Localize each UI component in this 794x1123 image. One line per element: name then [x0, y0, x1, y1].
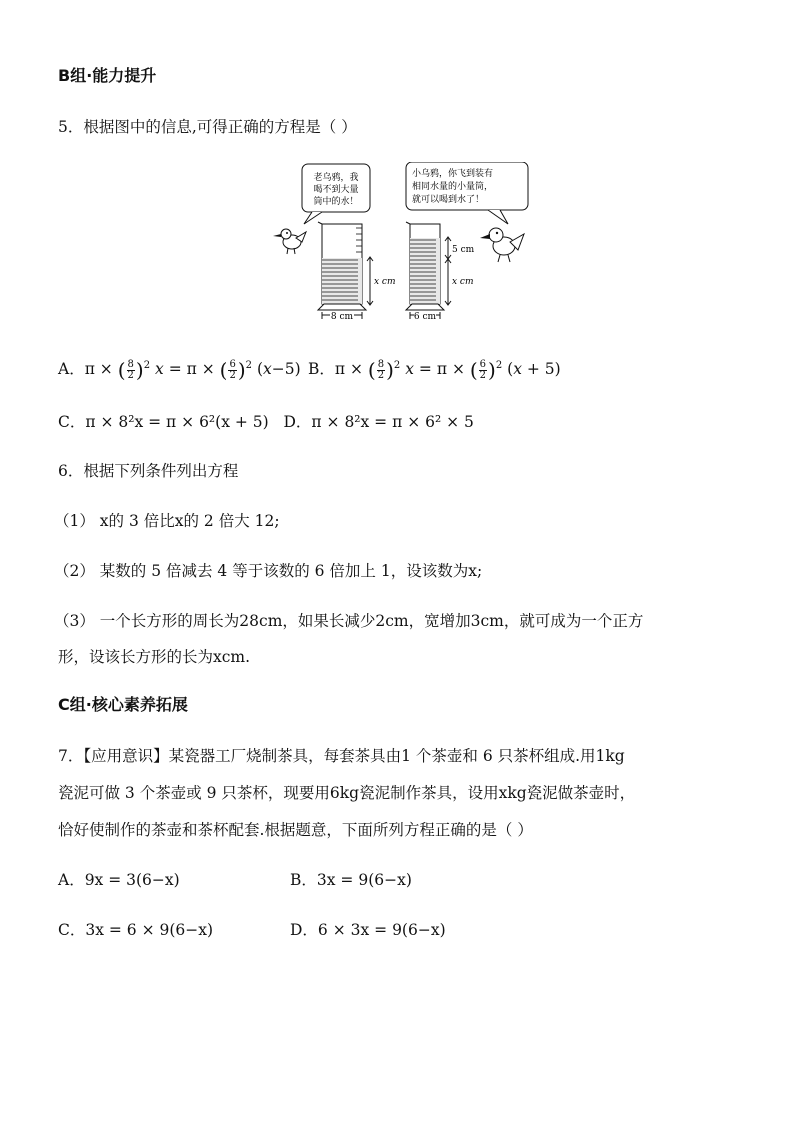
crow-cylinder-figure [260, 162, 540, 326]
q6-part-2: （2） 某数的 5 倍减去 4 等于该数的 6 倍加上 1，设该数为x; [54, 562, 483, 580]
left-speech-bubble [302, 164, 370, 224]
right-crow-icon [480, 228, 524, 262]
q5-option-c[interactable]: C．π × 8²x = π × 6²(x + 5) [58, 413, 269, 431]
bubble-left-line-2: 喝不到大量 [313, 185, 359, 195]
right-speech-bubble [406, 162, 528, 224]
q6-part-1: （1） x的 3 倍比x的 2 倍大 12; [54, 512, 280, 530]
bubble-left-line-3: 筒中的水！ [313, 197, 359, 207]
left-height-label: x cm [374, 277, 396, 287]
bubble-right-line-3: 就可以喝到水了！ [412, 195, 485, 205]
q7-line-2: 瓷泥可做 3 个茶壶或 9 只茶杯，现要用6kg瓷泥制作茶具，设用xkg瓷泥做茶壶时， [58, 784, 636, 802]
q5-option-a[interactable]: A．π × ( $\frac{8}{2}$ )$^2$ x = π × ( $\frac{6}{2}$ )$^2$ (x−5) [58, 358, 301, 383]
q5-stem: 5．根据图中的信息,可得正确的方程是（ ） [58, 118, 357, 136]
q7-option-c[interactable]: C．3x = 6 × 9(6−x) [58, 921, 214, 939]
q7-option-b[interactable]: B．3x = 9(6−x) [290, 871, 412, 889]
bubble-right-line-1: 小乌鸦，你飞到装有 [412, 169, 494, 179]
bubble-left-line-1: 老乌鸦，我 [313, 173, 359, 183]
section-c-heading: C组·核心素养拓展 [58, 695, 188, 714]
q7-option-d[interactable]: D．6 × 3x = 9(6−x) [290, 921, 446, 939]
q5-option-b[interactable]: B．π × ( $\frac{8}{2}$ )$^2$ x = π × ( $\frac{6}{2}$ )$^2$ (x + 5) [308, 358, 561, 383]
q6-part-3-line-2: 形，设该长方形的长为xcm. [58, 648, 251, 666]
right-extra-label: 5 cm [452, 245, 475, 255]
right-cylinder [406, 222, 475, 322]
q5-option-d[interactable]: D．π × 8²x = π × 6² × 5 [283, 413, 474, 431]
left-crow-icon [273, 229, 306, 254]
q7-line-1: 7．【应用意识】某瓷器工厂烧制茶具，每套茶具由1 个茶壶和 6 只茶杯组成.用1kg [58, 747, 625, 765]
q7-option-a[interactable]: A．9x = 3(6−x) [58, 871, 180, 889]
left-width-label: 8 cm [330, 312, 354, 322]
q7-line-3: 恰好使制作的茶壶和茶杯配套.根据题意，下面所列方程正确的是（ ） [58, 821, 533, 839]
bubble-right-line-2: 相同水量的小量筒， [412, 182, 494, 192]
left-cylinder [318, 222, 396, 322]
right-width-label: 6 cm [413, 312, 437, 322]
q6-stem: 6．根据下列条件列出方程 [58, 462, 239, 480]
q5-options-cd[interactable] [58, 412, 474, 432]
section-b-heading: B组·能力提升 [58, 66, 157, 85]
q6-part-3-line-1: （3） 一个长方形的周长为28cm，如果长减少2cm，宽增加3cm，就可成为一个正方 [54, 612, 644, 630]
right-height-label: x cm [452, 277, 474, 287]
